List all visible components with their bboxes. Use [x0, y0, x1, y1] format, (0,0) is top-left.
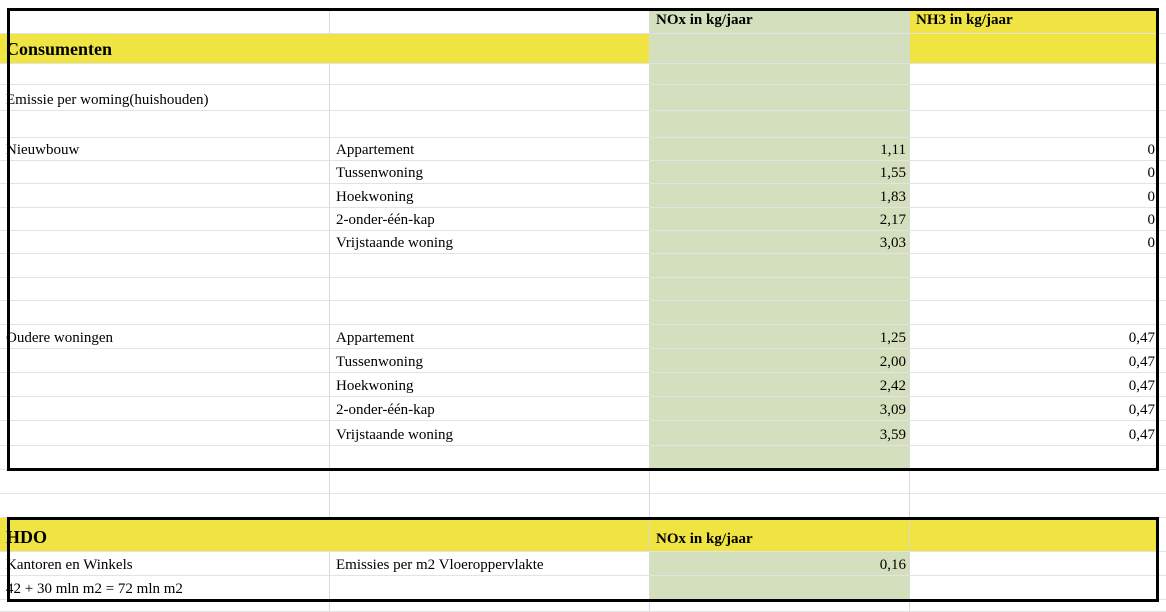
cell[interactable] — [330, 446, 650, 470]
cell[interactable] — [1158, 254, 1166, 278]
nox-cell[interactable] — [650, 373, 910, 397]
empty-row — [0, 494, 1166, 518]
cell[interactable] — [1158, 161, 1166, 184]
table-row — [0, 349, 1166, 373]
cell[interactable] — [0, 397, 330, 421]
nh3-cell[interactable] — [910, 138, 1158, 161]
empty-row — [0, 111, 1166, 138]
cell[interactable] — [0, 161, 330, 184]
cell[interactable] — [330, 600, 650, 612]
cell[interactable] — [650, 278, 910, 301]
nh3-value: 0 — [1147, 165, 1155, 181]
group-label-nieuwbouw[interactable] — [0, 138, 330, 161]
nox-cell[interactable] — [650, 397, 910, 421]
type-text: Hoekwoning — [336, 189, 414, 205]
cell[interactable] — [0, 373, 330, 397]
nox-cell[interactable] — [650, 231, 910, 254]
header-row — [0, 9, 1166, 34]
nox-value: 1,83 — [879, 189, 906, 205]
consumenten-title-row — [0, 34, 1166, 64]
nox-cell[interactable] — [650, 421, 910, 446]
type-text: 2-onder-één-kap — [336, 402, 435, 418]
group-label-oudere[interactable] — [0, 325, 330, 349]
cell[interactable] — [1158, 421, 1166, 446]
hdo-label-cell[interactable] — [0, 552, 330, 576]
table-row — [0, 325, 1166, 349]
nh3-cell[interactable] — [910, 421, 1158, 446]
cell[interactable] — [1158, 231, 1166, 254]
cell[interactable] — [1158, 138, 1166, 161]
cell[interactable] — [1158, 446, 1166, 470]
cell[interactable] — [0, 231, 330, 254]
cell[interactable] — [910, 470, 1158, 494]
nox-value: 1,11 — [880, 142, 906, 158]
cell[interactable] — [0, 301, 330, 325]
header-nox-label: NOx in kg/jaar — [656, 12, 753, 28]
cell[interactable] — [1158, 325, 1166, 349]
subtitle-row — [0, 85, 1166, 111]
cell[interactable] — [910, 494, 1158, 518]
cell[interactable] — [330, 576, 650, 600]
cell[interactable] — [0, 9, 330, 34]
type-cell[interactable] — [330, 161, 650, 184]
cell[interactable] — [1158, 9, 1166, 34]
cell[interactable] — [0, 111, 330, 138]
cell[interactable] — [330, 64, 650, 85]
cell[interactable] — [1158, 600, 1166, 612]
hdo-label-text: Kantoren en Winkels — [6, 557, 133, 573]
cell[interactable] — [1158, 184, 1166, 208]
cell[interactable] — [1158, 552, 1166, 576]
empty-row — [0, 278, 1166, 301]
type-cell[interactable] — [330, 349, 650, 373]
type-cell[interactable] — [330, 397, 650, 421]
cell[interactable] — [1158, 397, 1166, 421]
cell[interactable] — [1158, 301, 1166, 325]
cell[interactable] — [330, 494, 650, 518]
empty-row — [0, 64, 1166, 85]
nox-cell[interactable] — [650, 161, 910, 184]
cell[interactable] — [1158, 494, 1166, 518]
cell[interactable] — [0, 64, 330, 85]
cell[interactable] — [650, 111, 910, 138]
type-cell[interactable] — [330, 138, 650, 161]
cell[interactable] — [1158, 373, 1166, 397]
hdo-description-text: Emissies per m2 Vloeroppervlakte — [336, 557, 544, 573]
cell[interactable] — [0, 470, 330, 494]
nh3-value: 0,47 — [1128, 330, 1155, 346]
type-cell[interactable] — [330, 421, 650, 446]
empty-row — [0, 470, 1166, 494]
cell[interactable] — [0, 254, 330, 278]
type-cell[interactable] — [330, 184, 650, 208]
cell[interactable] — [910, 111, 1158, 138]
cell[interactable] — [650, 446, 910, 470]
nh3-cell[interactable] — [910, 397, 1158, 421]
nh3-value: 0,47 — [1128, 427, 1155, 443]
nox-value: 3,03 — [879, 235, 906, 251]
cell[interactable] — [910, 518, 1158, 552]
cell[interactable] — [330, 9, 650, 34]
hdo-header-nox-label: NOx in kg/jaar — [656, 531, 753, 547]
cell[interactable] — [1158, 278, 1166, 301]
nox-value: 2,00 — [879, 354, 906, 370]
hdo-header-nox[interactable] — [650, 518, 910, 552]
type-text: 2-onder-één-kap — [336, 212, 435, 228]
cell[interactable] — [910, 278, 1158, 301]
cell[interactable] — [1158, 208, 1166, 231]
consumenten-title-text: Consumenten — [6, 39, 113, 59]
empty-row — [0, 301, 1166, 325]
consumenten-title[interactable] — [0, 34, 650, 64]
nox-value: 2,17 — [879, 212, 906, 228]
cell[interactable] — [650, 470, 910, 494]
empty-row — [0, 600, 1166, 612]
nh3-cell[interactable] — [910, 161, 1158, 184]
cell[interactable] — [0, 421, 330, 446]
cell[interactable] — [330, 254, 650, 278]
nh3-value: 0,47 — [1128, 378, 1155, 394]
nox-value: 3,59 — [879, 427, 906, 443]
type-text: Tussenwoning — [336, 354, 423, 370]
empty-row — [0, 254, 1166, 278]
nh3-value: 0,47 — [1128, 402, 1155, 418]
cell[interactable] — [0, 278, 330, 301]
cell[interactable] — [1158, 470, 1166, 494]
header-nox[interactable] — [650, 9, 910, 34]
nox-value: 1,25 — [879, 330, 906, 346]
cell[interactable] — [1158, 64, 1166, 85]
nh3-value: 0 — [1147, 142, 1155, 158]
nh3-cell[interactable] — [910, 184, 1158, 208]
hdo-nox-value: 0,16 — [879, 557, 906, 573]
nh3-cell[interactable] — [910, 349, 1158, 373]
cell[interactable] — [910, 85, 1158, 111]
nox-cell[interactable] — [650, 349, 910, 373]
type-cell[interactable] — [330, 231, 650, 254]
cell[interactable] — [330, 111, 650, 138]
nox-cell[interactable] — [650, 184, 910, 208]
subtitle-text: Emissie per woming(huishouden) — [6, 92, 209, 108]
cell[interactable] — [650, 301, 910, 325]
cell[interactable] — [330, 85, 650, 111]
type-text: Appartement — [336, 330, 415, 346]
cell[interactable] — [910, 600, 1158, 612]
table-row — [0, 184, 1166, 208]
cell[interactable] — [330, 278, 650, 301]
table-row — [0, 208, 1166, 231]
table-row — [0, 397, 1166, 421]
group-label-text: Nieuwbouw — [6, 142, 80, 158]
cell[interactable] — [330, 470, 650, 494]
cell[interactable] — [650, 85, 910, 111]
empty-row — [0, 446, 1166, 470]
cell[interactable] — [1158, 85, 1166, 111]
table-row — [0, 373, 1166, 397]
type-text: Tussenwoning — [336, 165, 423, 181]
cell[interactable] — [650, 64, 910, 85]
subtitle-cell[interactable] — [0, 85, 330, 111]
type-text: Vrijstaande woning — [336, 427, 453, 443]
table-row — [0, 161, 1166, 184]
nh3-cell[interactable] — [910, 231, 1158, 254]
cell[interactable] — [0, 349, 330, 373]
nox-cell[interactable] — [650, 208, 910, 231]
table-row — [0, 138, 1166, 161]
cell[interactable] — [910, 64, 1158, 85]
nh3-value: 0 — [1147, 235, 1155, 251]
hdo-title[interactable] — [0, 518, 650, 552]
nh3-cell[interactable] — [910, 373, 1158, 397]
cell[interactable] — [1158, 34, 1166, 64]
cell[interactable] — [1158, 111, 1166, 138]
cell[interactable] — [650, 494, 910, 518]
nh3-value: 0,47 — [1128, 354, 1155, 370]
table-row — [0, 552, 1166, 576]
cell[interactable] — [650, 600, 910, 612]
cell[interactable] — [330, 301, 650, 325]
type-cell[interactable] — [330, 373, 650, 397]
cell[interactable] — [1158, 349, 1166, 373]
type-text: Hoekwoning — [336, 378, 414, 394]
table-row — [0, 576, 1166, 600]
table-row — [0, 231, 1166, 254]
type-text: Vrijstaande woning — [336, 235, 453, 251]
cell[interactable] — [910, 576, 1158, 600]
cell[interactable] — [0, 446, 330, 470]
cell[interactable] — [910, 301, 1158, 325]
group-label-text: Oudere woningen — [6, 330, 114, 346]
type-cell[interactable] — [330, 208, 650, 231]
hdo-title-text: HDO — [6, 527, 48, 547]
cell[interactable] — [650, 254, 910, 278]
hdo-note-cell[interactable] — [0, 576, 330, 600]
type-text: Appartement — [336, 142, 415, 158]
header-nh3[interactable] — [910, 9, 1158, 34]
hdo-title-row — [0, 518, 1166, 552]
cell[interactable] — [0, 494, 330, 518]
nox-value: 1,55 — [879, 165, 906, 181]
cell[interactable] — [650, 576, 910, 600]
type-cell[interactable] — [330, 325, 650, 349]
cell[interactable] — [650, 34, 910, 64]
nox-value: 2,42 — [879, 378, 906, 394]
header-nh3-label: NH3 in kg/jaar — [916, 12, 1013, 28]
cell[interactable] — [0, 208, 330, 231]
hdo-note-text: 42 + 30 mln m2 = 72 mln m2 — [6, 581, 183, 597]
nh3-value: 0 — [1147, 212, 1155, 228]
nh3-cell[interactable] — [910, 325, 1158, 349]
nox-value: 3,09 — [879, 402, 906, 418]
cell[interactable] — [910, 34, 1158, 64]
cell[interactable] — [1158, 576, 1166, 600]
nox-cell[interactable] — [650, 325, 910, 349]
cell[interactable] — [0, 184, 330, 208]
cell[interactable] — [0, 600, 330, 612]
hdo-nox-cell[interactable] — [650, 552, 910, 576]
cell[interactable] — [910, 446, 1158, 470]
table-row — [0, 421, 1166, 446]
nh3-cell[interactable] — [910, 208, 1158, 231]
hdo-description-cell[interactable] — [330, 552, 650, 576]
cell[interactable] — [910, 254, 1158, 278]
nox-cell[interactable] — [650, 138, 910, 161]
nh3-value: 0 — [1147, 189, 1155, 205]
cell[interactable] — [910, 552, 1158, 576]
cell[interactable] — [1158, 518, 1166, 552]
